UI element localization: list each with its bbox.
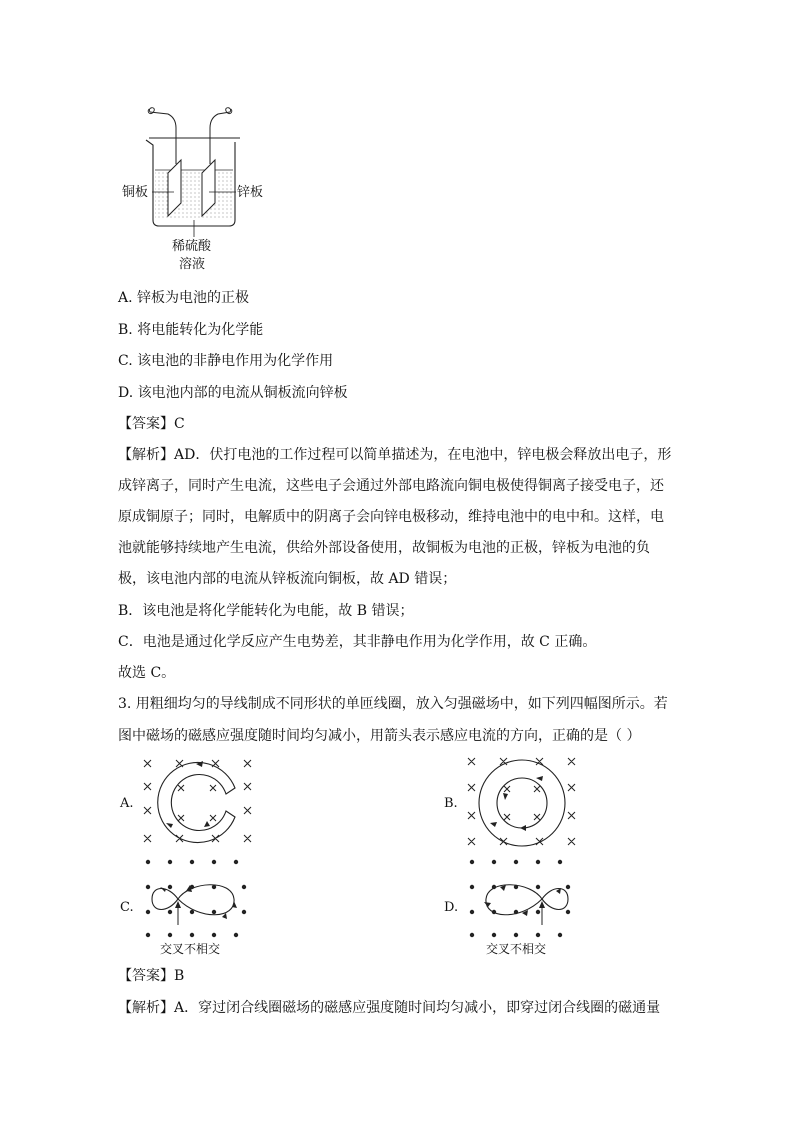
q2-analysis-line-4: 池就能够持续地产生电流，供给外部设备使用，故铜板为电池的正极，锌板为电池的负 <box>118 540 650 556</box>
q3-stem-line-2: 图中磁场的磁感应强度随时间均匀减小，用箭头表示感应电流的方向，正确的是（ ） <box>118 728 641 744</box>
outer-circle-b <box>479 760 565 846</box>
c-shaped-loop-a <box>158 763 235 843</box>
q3-option-b-label: B. <box>444 796 458 811</box>
current-arrows-c <box>160 885 237 919</box>
q3-figure-d <box>462 855 582 940</box>
q3-option-c-label: C. <box>120 900 134 915</box>
q3-option-d-label: D. <box>444 900 459 915</box>
figure-eight-loop-d <box>486 885 568 915</box>
q2-option-b: B. 将电能转化为化学能 <box>118 322 264 338</box>
q2-analysis-line-6: B．该电池是将化学能转化为电能，故 B 错误； <box>118 603 414 619</box>
q3-figure-b <box>462 755 582 855</box>
current-arrows-b <box>490 776 543 831</box>
sulfuric-acid-liquid <box>155 170 233 220</box>
q2-analysis-line-5: 极，该电池内部的电流从锌板流向铜板，故 AD 错误； <box>118 571 457 587</box>
copper-plate-label: 铜板 <box>122 185 149 200</box>
q2-analysis-line-7: C．电池是通过化学反应产生电势差，其非静电作用为化学作用，故 C 正确。 <box>118 634 597 650</box>
q3-stem-line-1: 3. 用粗细均匀的导线制成不同形状的单匝线圈，放入匀强磁场中，如下列四幅图所示。若 <box>118 696 668 712</box>
solution-label-line2: 溶液 <box>179 257 206 272</box>
q3-figure-c <box>138 855 258 940</box>
crossing-caption-d: 交叉不相交 <box>486 942 547 956</box>
q3-answer: 【答案】B <box>118 968 185 984</box>
q2-option-d: D. 该电池内部的电流从铜板流向锌板 <box>118 385 348 401</box>
q2-analysis-line-1: 【解析】AD．伏打电池的工作过程可以简单描述为，在电池中，锌电极会释放出电子，形 <box>118 447 672 463</box>
q3-figure-a <box>138 755 258 855</box>
q3-analysis-line-1: 【解析】A．穿过闭合线圈磁场的磁感应强度随时间均匀减小，即穿过闭合线圈的磁通量 <box>118 1000 661 1016</box>
inner-circle-b <box>497 778 547 828</box>
q2-answer: 【答案】C <box>118 416 185 432</box>
q2-analysis-line-2: 成锌离子，同时产生电流，这些电子会通过外部电路流向铜电极使得铜离子接受电子，还 <box>118 478 664 494</box>
q2-option-a: A. 锌板为电池的正极 <box>118 290 250 306</box>
dot-field-d <box>470 860 570 937</box>
cross-field-b <box>468 758 575 845</box>
dot-field-c <box>146 860 246 937</box>
cross-field-a <box>144 760 251 842</box>
q2-option-c: C. 该电池的非静电作用为化学作用 <box>118 353 334 369</box>
crossing-caption-c: 交叉不相交 <box>160 942 221 956</box>
q2-analysis-line-8: 故选 C。 <box>118 665 176 681</box>
zinc-plate-label: 锌板 <box>237 185 264 200</box>
solution-label-line1: 稀硫酸 <box>172 239 212 254</box>
q2-analysis-line-3: 原成铜原子；同时，电解质中的阴离子会向锌电极移动，维持电池中的电中和。这样，电 <box>118 509 664 525</box>
q3-option-a-label: A. <box>120 796 134 811</box>
